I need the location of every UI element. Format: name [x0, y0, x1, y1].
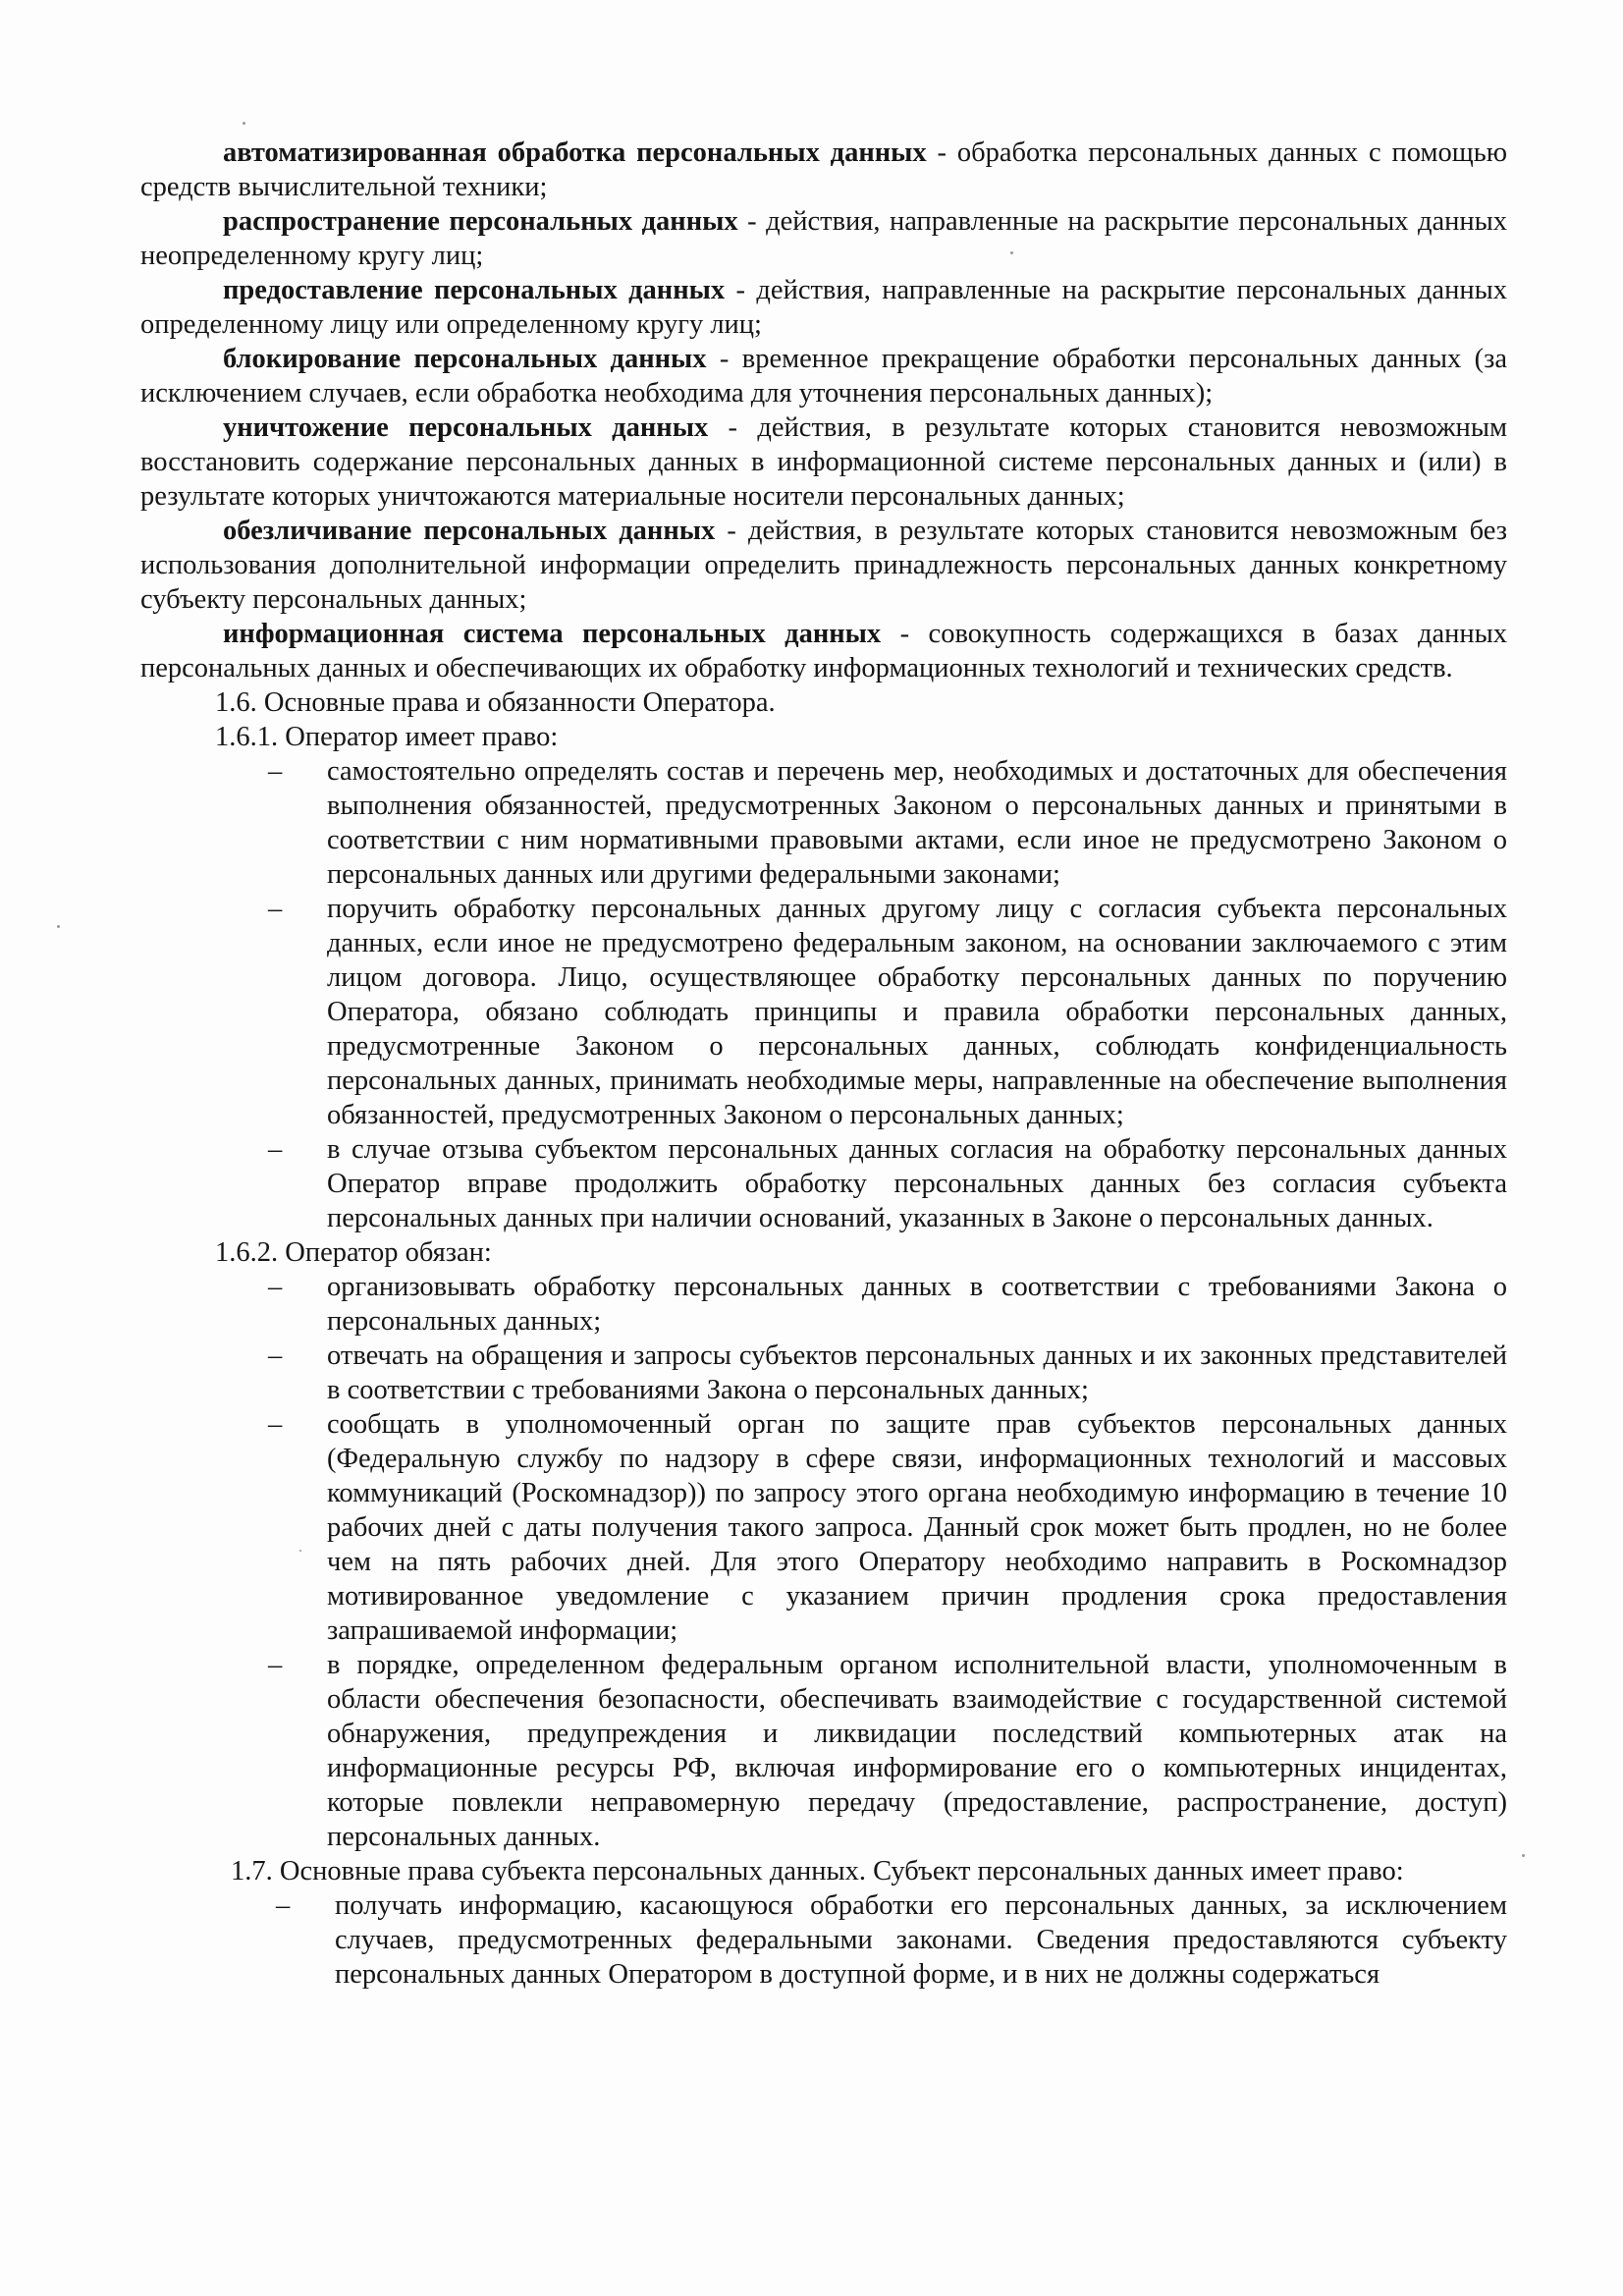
subject-rights-list [140, 1888, 1507, 1992]
list-item: – в порядке, определенном федеральным органом исполнительной власти, уполномоченным в области обеспечения безопасности, обеспечивать взаимодействие с государственной системой обнаружения, предупреждения и ликвидации последствий компьютерных атак на информационные ресурсы РФ, включая информирование его о компьютерных инцидентах, которые повлекли неправомерную передачу (предоставление, распространение, доступ) персональных данных. [327, 1648, 1507, 1854]
definition-paragraph [140, 617, 1507, 685]
subsection-heading: 1.6.1. Оператор имеет право: [215, 722, 559, 752]
subsection-heading: 1.6.2. Оператор обязан: [215, 1237, 492, 1268]
definition-term: уничтожение персональных данных [223, 412, 709, 443]
definition-text: - совокупность содержащихся в базах данных персональных данных и обеспечивающих их обработку информационных технологий и технических средств. [140, 619, 1507, 683]
scan-speck [243, 122, 245, 125]
definition-paragraph [140, 342, 1507, 410]
definition-paragraph [140, 136, 1507, 204]
operator-duties-list [140, 1270, 1507, 1854]
section-heading: 1.7. Основные права субъекта персональных данных. Субъект персональных данных имеет право: [231, 1856, 1404, 1886]
definition-term: автоматизированная обработка персональных данных [223, 137, 927, 168]
list-item: – организовывать обработку персональных данных в соответствии с требованиями Закона о персональных данных; [327, 1270, 1507, 1339]
list-item: – отвечать на обращения и запросы субъектов персональных данных и их законных представителей в соответствии с требованиями Закона о персональных данных; [327, 1339, 1507, 1407]
scan-speck [1522, 1854, 1525, 1857]
definition-paragraph [140, 514, 1507, 617]
list-item: – в случае отзыва субъектом персональных данных согласия на обработку персональных данных Оператор вправе продолжить обработку персональных данных без согласия субъекта персональных данных при наличии оснований, указанных в Законе о персональных данных. [327, 1132, 1507, 1235]
list-item: – сообщать в уполномоченный орган по защите прав субъектов персональных данных (Федеральную службу по надзору в сфере связи, информационных технологий и массовых коммуникаций (Роскомнадзор)) по запросу этого органа необходимую информацию в течение 10 рабочих дней с даты получения такого запроса. Данный срок может быть продлен, но не более чем на пять рабочих дней. Для этого Оператору необходимо направить в Роскомнадзор мотивированное уведомление с указанием причин продления срока предоставления запрашиваемой информации; [327, 1407, 1507, 1648]
definition-text: - обработка персональных данных с помощью средств вычислительной техники; [140, 137, 1507, 202]
definition-text: - действия, в результате которых становится невозможным без использования дополнительной информации определить принадлежность персональных данных конкретному субъекту персональных данных; [140, 516, 1508, 615]
operator-rights-list [140, 754, 1507, 1235]
definition-text: - действия, направленные на раскрытие персональных данных неопределенному кругу лиц; [140, 206, 1507, 271]
list-item: – получать информацию, касающуюся обработки его персональных данных, за исключением случаев, предусмотренных федеральными законами. Сведения предоставляются субъекту персональных данных Оператором в доступной форме, и в них не должны содержаться [335, 1888, 1507, 1992]
scan-speck [57, 925, 60, 928]
definition-term: предоставление персональных данных [223, 275, 726, 305]
definition-text: - действия, в результате которых становится невозможным восстановить содержание персональных данных в информационной системе персональных данных и (или) в результате которых уничтожаются материальные носители персональных данных; [140, 412, 1507, 512]
definition-paragraph [140, 273, 1507, 342]
definition-term: информационная система персональных данных [223, 619, 882, 649]
definition-paragraph [140, 204, 1507, 273]
list-item: – самостоятельно определять состав и перечень мер, необходимых и достаточных для обеспечения выполнения обязанностей, предусмотренных Законом о персональных данных и принятыми в соответствии с ним нормативными правовыми актами, если иное не предусмотрено Законом о персональных данных или другими федеральными законами; [327, 754, 1507, 892]
definition-text: - временное прекращение обработки персональных данных (за исключением случаев, если обработка необходима для уточнения персональных данных); [140, 344, 1507, 409]
definition-term: блокирование персональных данных [223, 344, 707, 374]
section-heading: 1.6. Основные права и обязанности Оператора. [215, 687, 776, 718]
document-body [140, 136, 1507, 1992]
definition-text: - действия, направленные на раскрытие персональных данных определенному лицу или определенному кругу лиц; [140, 275, 1507, 340]
definition-term: распространение персональных данных [223, 206, 738, 237]
definition-paragraph [140, 410, 1507, 514]
list-item: – поручить обработку персональных данных другому лицу с согласия субъекта персональных данных, если иное не предусмотрено федеральным законом, на основании заключаемого с этим лицом договора. Лицо, осуществляющее обработку персональных данных по поручению Оператора, обязано соблюдать принципы и правила обработки персональных данных, предусмотренные Законом о персональных данных, соблюдать конфиденциальность персональных данных, принимать необходимые меры, направленные на обеспечение выполнения обязанностей, предусмотренных Законом о персональных данных; [327, 892, 1507, 1132]
definition-term: обезличивание персональных данных [223, 516, 716, 546]
